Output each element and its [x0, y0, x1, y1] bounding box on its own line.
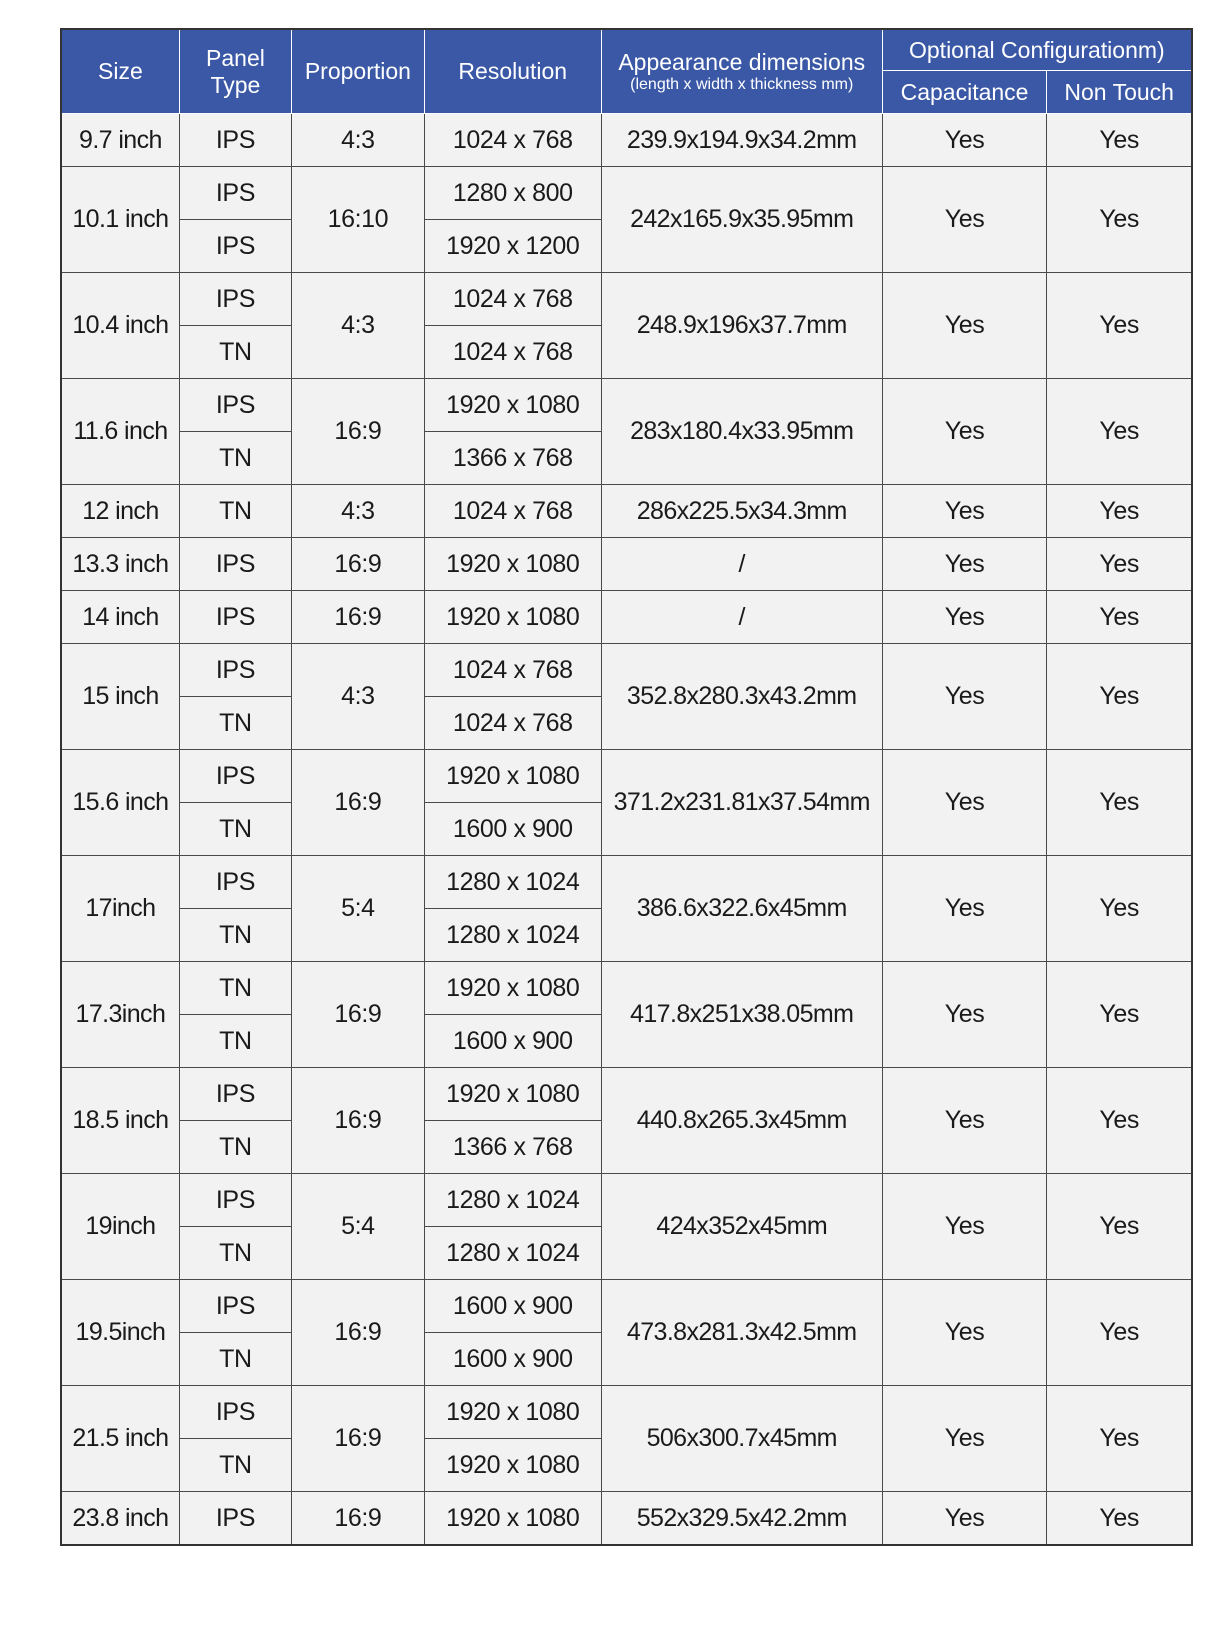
table-row: [61, 273, 1192, 326]
size-cell: 11.6 inch: [61, 379, 179, 485]
panel-type-cell: TN: [179, 1439, 291, 1492]
proportion-cell: 16:9: [292, 1386, 425, 1492]
header-optional-configuration: Optional Configurationm): [882, 29, 1192, 71]
table-row: [61, 1386, 1192, 1439]
capacitance-cell: Yes: [882, 114, 1047, 167]
resolution-cell: 1366 x 768: [424, 432, 601, 485]
proportion-cell: 16:9: [292, 591, 425, 644]
proportion-cell: 16:9: [292, 538, 425, 591]
size-cell: 21.5 inch: [61, 1386, 179, 1492]
dimensions-cell: 440.8x265.3x45mm: [601, 1068, 882, 1174]
size-cell: 19inch: [61, 1174, 179, 1280]
capacitance-cell: Yes: [882, 1280, 1047, 1386]
header-size: Size: [61, 29, 179, 114]
resolution-cell: 1280 x 1024: [424, 909, 601, 962]
proportion-cell: 16:9: [292, 1068, 425, 1174]
header-row-top: [61, 29, 1192, 71]
size-cell: 9.7 inch: [61, 114, 179, 167]
panel-type-cell: IPS: [179, 220, 291, 273]
capacitance-cell: Yes: [882, 1068, 1047, 1174]
table-row: [61, 1068, 1192, 1121]
panel-type-cell: IPS: [179, 273, 291, 326]
header-panel-type-line2: Type: [210, 71, 261, 98]
proportion-cell: 5:4: [292, 1174, 425, 1280]
spec-table: [60, 28, 1193, 1546]
capacitance-cell: Yes: [882, 856, 1047, 962]
resolution-cell: 1920 x 1080: [424, 379, 601, 432]
non-touch-cell: Yes: [1047, 644, 1192, 750]
dimensions-cell: 506x300.7x45mm: [601, 1386, 882, 1492]
resolution-cell: 1366 x 768: [424, 1121, 601, 1174]
table-row: [61, 1174, 1192, 1227]
panel-type-cell: TN: [179, 432, 291, 485]
non-touch-cell: Yes: [1047, 1174, 1192, 1280]
resolution-cell: 1920 x 1080: [424, 1386, 601, 1439]
panel-type-cell: IPS: [179, 856, 291, 909]
size-cell: 17inch: [61, 856, 179, 962]
non-touch-cell: Yes: [1047, 962, 1192, 1068]
dimensions-cell: 248.9x196x37.7mm: [601, 273, 882, 379]
resolution-cell: 1024 x 768: [424, 485, 601, 538]
dimensions-cell: /: [601, 538, 882, 591]
proportion-cell: 4:3: [292, 114, 425, 167]
dimensions-cell: 424x352x45mm: [601, 1174, 882, 1280]
dimensions-cell: 286x225.5x34.3mm: [601, 485, 882, 538]
non-touch-cell: Yes: [1047, 167, 1192, 273]
panel-type-cell: TN: [179, 1333, 291, 1386]
dimensions-cell: 352.8x280.3x43.2mm: [601, 644, 882, 750]
resolution-cell: 1600 x 900: [424, 1015, 601, 1068]
table-row: [61, 750, 1192, 803]
resolution-cell: 1280 x 1024: [424, 1174, 601, 1227]
proportion-cell: 4:3: [292, 485, 425, 538]
dimensions-cell: /: [601, 591, 882, 644]
size-cell: 13.3 inch: [61, 538, 179, 591]
panel-type-cell: IPS: [179, 167, 291, 220]
table-row: [61, 538, 1192, 591]
dimensions-cell: 552x329.5x42.2mm: [601, 1492, 882, 1546]
table-header: [61, 29, 1192, 114]
non-touch-cell: Yes: [1047, 1386, 1192, 1492]
non-touch-cell: Yes: [1047, 114, 1192, 167]
resolution-cell: 1600 x 900: [424, 803, 601, 856]
non-touch-cell: Yes: [1047, 1068, 1192, 1174]
resolution-cell: 1024 x 768: [424, 644, 601, 697]
panel-type-cell: TN: [179, 697, 291, 750]
table-row: [61, 1492, 1192, 1546]
panel-type-cell: IPS: [179, 1280, 291, 1333]
header-panel-type: [179, 29, 291, 114]
resolution-cell: 1024 x 768: [424, 273, 601, 326]
table-row: [61, 856, 1192, 909]
non-touch-cell: Yes: [1047, 856, 1192, 962]
capacitance-cell: Yes: [882, 750, 1047, 856]
table-row: [61, 485, 1192, 538]
capacitance-cell: Yes: [882, 591, 1047, 644]
resolution-cell: 1280 x 800: [424, 167, 601, 220]
panel-type-cell: TN: [179, 485, 291, 538]
panel-type-cell: TN: [179, 1121, 291, 1174]
non-touch-cell: Yes: [1047, 379, 1192, 485]
resolution-cell: 1280 x 1024: [424, 856, 601, 909]
panel-type-cell: TN: [179, 326, 291, 379]
resolution-cell: 1920 x 1200: [424, 220, 601, 273]
dimensions-cell: 386.6x322.6x45mm: [601, 856, 882, 962]
table-row: [61, 114, 1192, 167]
non-touch-cell: Yes: [1047, 273, 1192, 379]
resolution-cell: 1024 x 768: [424, 114, 601, 167]
capacitance-cell: Yes: [882, 1386, 1047, 1492]
header-capacitance: Capacitance: [882, 71, 1047, 114]
table-row: [61, 1280, 1192, 1333]
dimensions-cell: 473.8x281.3x42.5mm: [601, 1280, 882, 1386]
dimensions-cell: 283x180.4x33.95mm: [601, 379, 882, 485]
panel-type-cell: IPS: [179, 114, 291, 167]
panel-type-cell: IPS: [179, 750, 291, 803]
panel-type-cell: IPS: [179, 644, 291, 697]
panel-type-cell: TN: [179, 962, 291, 1015]
capacitance-cell: Yes: [882, 273, 1047, 379]
header-appearance-title: Appearance dimensions: [618, 49, 866, 76]
proportion-cell: 16:9: [292, 1492, 425, 1546]
capacitance-cell: Yes: [882, 962, 1047, 1068]
header-resolution: Resolution: [424, 29, 601, 114]
resolution-cell: 1920 x 1080: [424, 750, 601, 803]
capacitance-cell: Yes: [882, 1174, 1047, 1280]
non-touch-cell: Yes: [1047, 591, 1192, 644]
resolution-cell: 1920 x 1080: [424, 538, 601, 591]
capacitance-cell: Yes: [882, 538, 1047, 591]
non-touch-cell: Yes: [1047, 1492, 1192, 1546]
table-row: [61, 379, 1192, 432]
capacitance-cell: Yes: [882, 1492, 1047, 1546]
size-cell: 19.5inch: [61, 1280, 179, 1386]
panel-type-cell: TN: [179, 1227, 291, 1280]
size-cell: 15 inch: [61, 644, 179, 750]
table-row: [61, 962, 1192, 1015]
resolution-cell: 1600 x 900: [424, 1280, 601, 1333]
resolution-cell: 1920 x 1080: [424, 1439, 601, 1492]
table-body: [61, 114, 1192, 1546]
header-appearance-note: (length x width x thickness mm): [630, 75, 854, 93]
proportion-cell: 16:10: [292, 167, 425, 273]
panel-type-cell: TN: [179, 803, 291, 856]
panel-type-cell: IPS: [179, 591, 291, 644]
proportion-cell: 16:9: [292, 962, 425, 1068]
header-proportion: Proportion: [292, 29, 425, 114]
non-touch-cell: Yes: [1047, 485, 1192, 538]
capacitance-cell: Yes: [882, 167, 1047, 273]
resolution-cell: 1024 x 768: [424, 697, 601, 750]
table-row: [61, 591, 1192, 644]
panel-type-cell: IPS: [179, 538, 291, 591]
capacitance-cell: Yes: [882, 644, 1047, 750]
resolution-cell: 1280 x 1024: [424, 1227, 601, 1280]
panel-type-cell: IPS: [179, 379, 291, 432]
panel-type-cell: IPS: [179, 1174, 291, 1227]
resolution-cell: 1920 x 1080: [424, 591, 601, 644]
resolution-cell: 1920 x 1080: [424, 1068, 601, 1121]
dimensions-cell: 239.9x194.9x34.2mm: [601, 114, 882, 167]
panel-type-cell: IPS: [179, 1068, 291, 1121]
proportion-cell: 4:3: [292, 644, 425, 750]
size-cell: 18.5 inch: [61, 1068, 179, 1174]
resolution-cell: 1920 x 1080: [424, 1492, 601, 1546]
size-cell: 10.4 inch: [61, 273, 179, 379]
proportion-cell: 16:9: [292, 750, 425, 856]
header-panel-type-line1: Panel: [206, 45, 265, 72]
size-cell: 14 inch: [61, 591, 179, 644]
panel-type-cell: IPS: [179, 1386, 291, 1439]
panel-type-cell: IPS: [179, 1492, 291, 1546]
dimensions-cell: 417.8x251x38.05mm: [601, 962, 882, 1068]
capacitance-cell: Yes: [882, 485, 1047, 538]
resolution-cell: 1024 x 768: [424, 326, 601, 379]
table-row: [61, 644, 1192, 697]
size-cell: 15.6 inch: [61, 750, 179, 856]
non-touch-cell: Yes: [1047, 538, 1192, 591]
proportion-cell: 16:9: [292, 1280, 425, 1386]
capacitance-cell: Yes: [882, 379, 1047, 485]
proportion-cell: 16:9: [292, 379, 425, 485]
non-touch-cell: Yes: [1047, 1280, 1192, 1386]
header-non-touch: Non Touch: [1047, 71, 1192, 114]
size-cell: 23.8 inch: [61, 1492, 179, 1546]
table-row: [61, 167, 1192, 220]
header-appearance: [601, 29, 882, 114]
panel-type-cell: TN: [179, 909, 291, 962]
proportion-cell: 4:3: [292, 273, 425, 379]
size-cell: 17.3inch: [61, 962, 179, 1068]
size-cell: 10.1 inch: [61, 167, 179, 273]
proportion-cell: 5:4: [292, 856, 425, 962]
resolution-cell: 1600 x 900: [424, 1333, 601, 1386]
dimensions-cell: 371.2x231.81x37.54mm: [601, 750, 882, 856]
resolution-cell: 1920 x 1080: [424, 962, 601, 1015]
dimensions-cell: 242x165.9x35.95mm: [601, 167, 882, 273]
panel-type-cell: TN: [179, 1015, 291, 1068]
non-touch-cell: Yes: [1047, 750, 1192, 856]
size-cell: 12 inch: [61, 485, 179, 538]
